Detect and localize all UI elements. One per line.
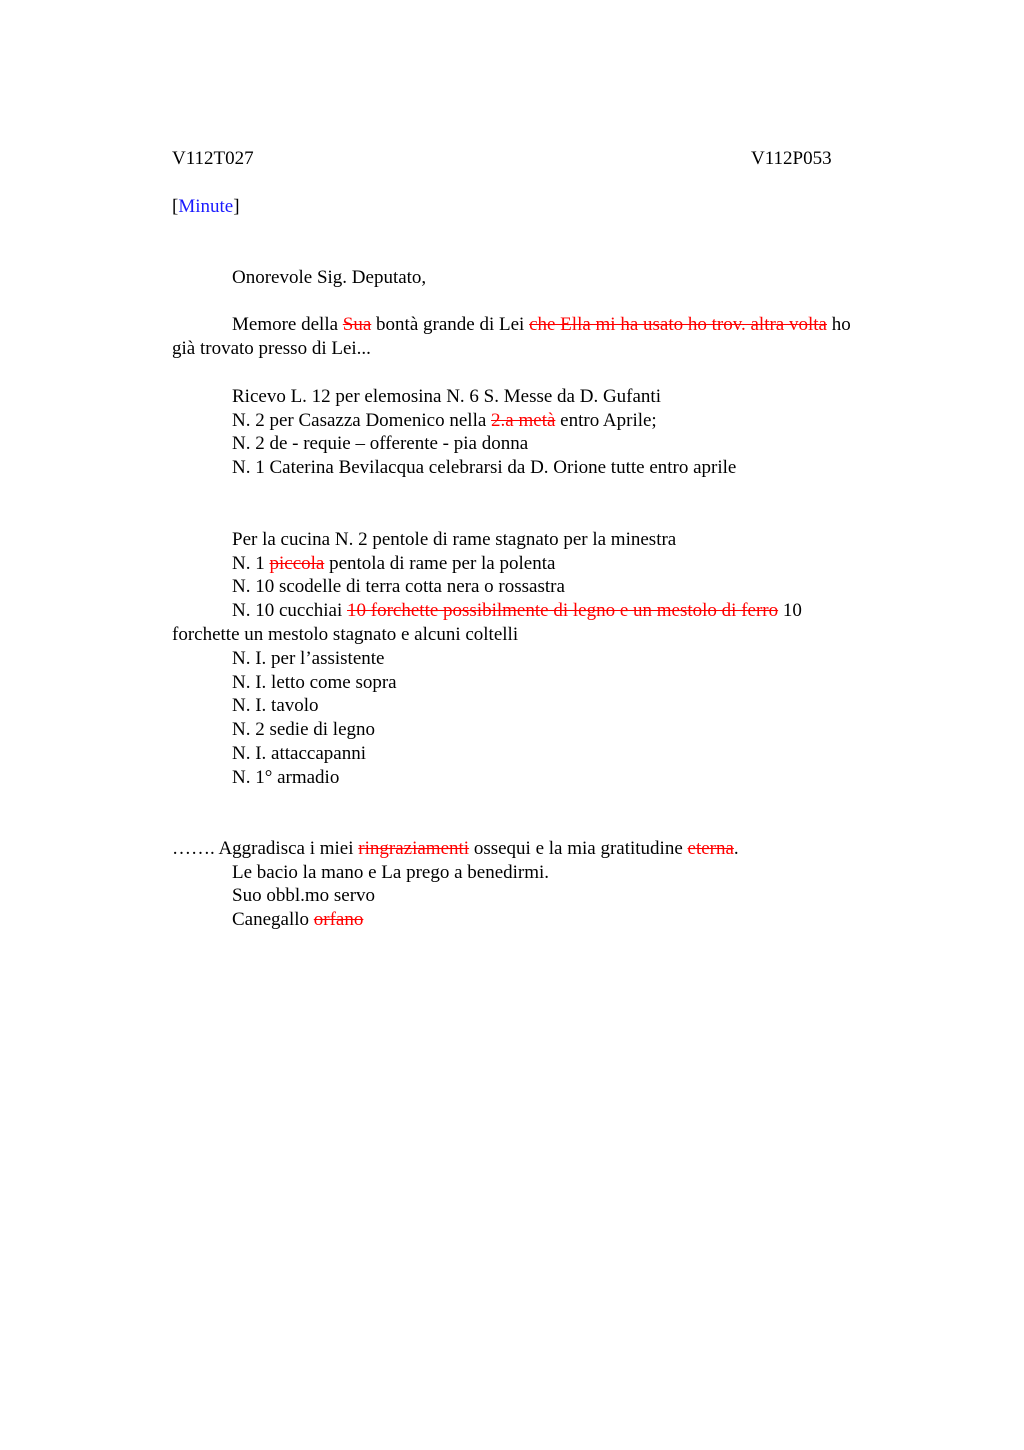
kitchen-line-2-a: N. 1	[232, 553, 270, 574]
p1-text-3: ho	[827, 314, 851, 335]
signature-name: Canegallo	[232, 909, 314, 930]
kitchen-item: N. I. per l’assistente	[232, 648, 385, 669]
kitchen-line-4-b: 10	[778, 600, 802, 621]
closing-line-1-a: ……. Aggradisca i miei	[172, 838, 359, 859]
closing-line-3: Suo obbl.mo servo	[232, 885, 376, 906]
closing-deletion-1: ringraziamenti	[358, 838, 470, 859]
closing-line-1	[172, 837, 739, 861]
signature-deletion: orfano	[313, 909, 364, 930]
minute-open-bracket: [	[172, 196, 179, 217]
masses-line-2-deletion: 2.a metà	[491, 410, 556, 431]
masses-line-2-b: entro Aprile;	[555, 410, 657, 431]
kitchen-line-4-deletion: 10 forchette possibilmente di legno e un mestolo di ferro	[347, 600, 779, 621]
masses-line-1: Ricevo L. 12 per elemosina N. 6 S. Messe da D. Gufanti	[232, 386, 661, 407]
kitchen-line-4	[232, 599, 802, 623]
masses-line-4: N. 1 Caterina Bevilacqua celebrarsi da D. Orione tutte entro aprile	[232, 457, 737, 478]
kitchen-line-2-deletion: piccola	[269, 553, 325, 574]
kitchen-item: N. 2 sedie di legno	[232, 719, 376, 740]
signature-line	[232, 908, 363, 932]
p1-text-2: bontà grande di Lei	[371, 314, 530, 335]
salutation: Onorevole Sig. Deputato,	[232, 267, 427, 288]
masses-line-3: N. 2 de - requie – offerente - pia donna	[232, 433, 529, 454]
closing-line-2: Le bacio la mano e La prego a benedirmi.	[232, 862, 550, 883]
kitchen-line-5: forchette un mestolo stagnato e alcuni coltelli	[172, 624, 519, 645]
paragraph-1-line-2: già trovato presso di Lei...	[172, 338, 371, 359]
kitchen-line-4-a: N. 10 cucchiai	[232, 600, 348, 621]
minute-link[interactable]: Minute	[178, 196, 234, 217]
closing-line-1-b: ossequi e la mia gratitudine	[469, 838, 688, 859]
masses-line-2-a: N. 2 per Casazza Domenico nella	[232, 410, 492, 431]
p1-deletion-2: che Ella mi ha usato ho trov. altra volta	[529, 314, 827, 335]
closing-line-1-c: .	[733, 838, 739, 859]
p1-text-1: Memore della	[232, 314, 343, 335]
p1-deletion-1: Sua	[342, 314, 372, 335]
kitchen-line-3: N. 10 scodelle di terra cotta nera o rossastra	[232, 576, 565, 597]
kitchen-line-2	[232, 552, 555, 576]
minute-label	[172, 195, 240, 219]
document-code-left: V112T027	[172, 148, 254, 169]
masses-line-2	[232, 409, 657, 433]
kitchen-item: N. I. tavolo	[232, 695, 319, 716]
kitchen-item: N. I. letto come sopra	[232, 672, 397, 693]
kitchen-line-1: Per la cucina N. 2 pentole di rame stagnato per la minestra	[232, 529, 677, 550]
kitchen-item: N. I. attaccapanni	[232, 743, 366, 764]
minute-close-bracket: ]	[233, 196, 240, 217]
document-code-right: V112P053	[751, 148, 832, 169]
closing-deletion-2: eterna	[687, 838, 734, 859]
paragraph-1-line-1	[232, 313, 851, 337]
kitchen-line-2-b: pentola di rame per la polenta	[324, 553, 556, 574]
kitchen-item: N. 1° armadio	[232, 767, 340, 788]
